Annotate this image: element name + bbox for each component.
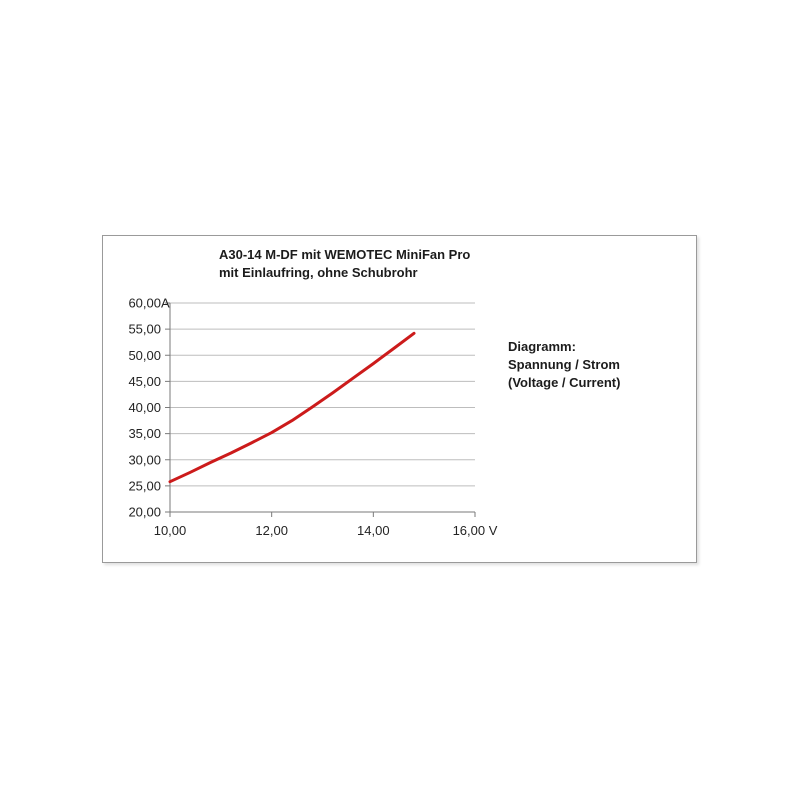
chart-annotation [508, 338, 620, 392]
chart-title-line1: A30-14 M-DF mit WEMOTEC MiniFan Pro [219, 247, 471, 262]
chart-title-line2: mit Einlaufring, ohne Schubrohr [219, 265, 418, 280]
x-tick-label: 10,00 [153, 523, 187, 538]
y-tick-label: 40,00 [128, 400, 161, 415]
x-tick-label: 14,00 [357, 523, 390, 538]
y-tick-label: 25,00 [128, 478, 161, 494]
annotation-line3: (Voltage / Current) [508, 375, 621, 390]
y-axis-unit-label: A [161, 295, 170, 311]
annotation-line2: Spannung / Strom [508, 357, 620, 372]
y-tick-label: 35,00 [128, 426, 161, 442]
y-tick-label: 20,00 [128, 504, 161, 520]
voltage-current-line-chart [103, 236, 696, 562]
y-tick-label: 60,00 [128, 295, 161, 311]
x-tick-label: 12,00 [255, 523, 288, 538]
y-tick-label: 50,00 [128, 347, 161, 363]
chart-frame [102, 235, 697, 563]
y-tick-label: 45,00 [128, 373, 161, 389]
annotation-line1: Diagramm: [508, 339, 576, 354]
y-tick-label: 55,00 [128, 321, 161, 337]
y-tick-label: 30,00 [128, 452, 161, 468]
x-tick-label: 16,00 V [452, 523, 498, 538]
